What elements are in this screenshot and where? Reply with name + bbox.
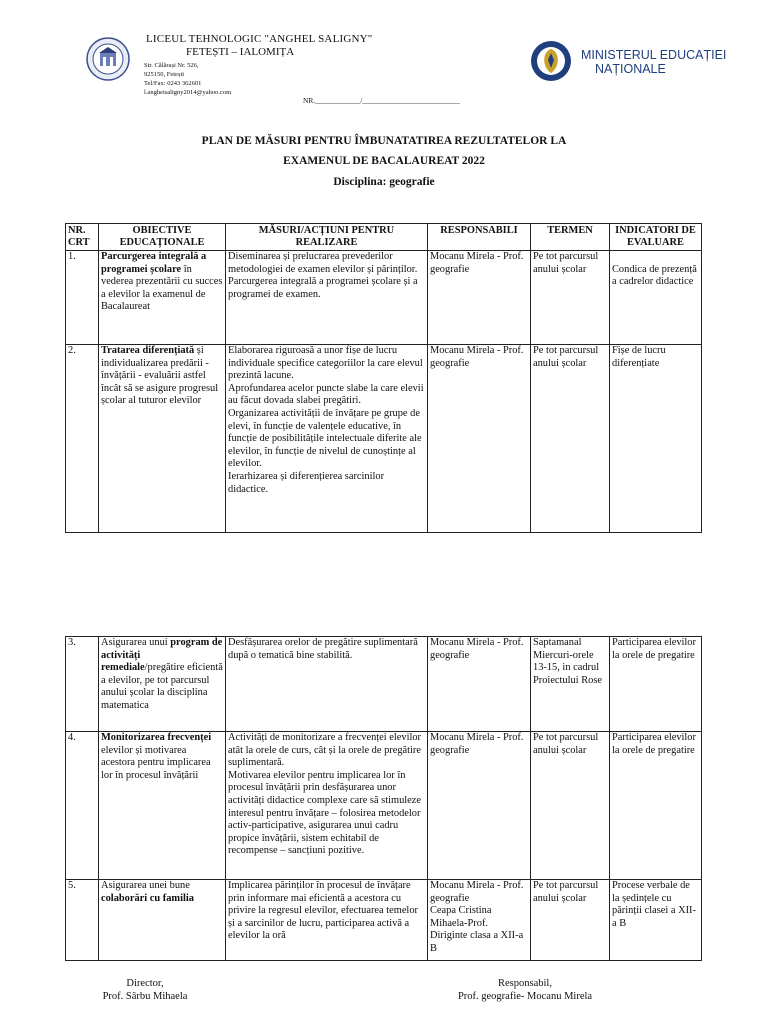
school-header bbox=[86, 33, 373, 113]
row-term: Pe tot parcursul anului școlar bbox=[531, 732, 610, 880]
row-responsible: Mocanu Mirela - Prof. geografie bbox=[428, 345, 531, 533]
table-header-row bbox=[66, 224, 702, 251]
objective-text: și individualizarea predării - învățării - evaluării astfel încât să se asigure progresul școlar al tuturor elevilor bbox=[101, 345, 219, 407]
row-term: Pe tot parcursul anului școlar bbox=[531, 345, 610, 533]
discipline-label: Disciplina: geografie bbox=[333, 176, 435, 188]
school-name: LICEUL TEHNOLOGIC "ANGHEL SALIGNY" bbox=[146, 33, 373, 45]
col-header-term: TERMEN bbox=[531, 224, 610, 251]
school-email[interactable]: l.angheisaligny2014@yahoo.com bbox=[144, 89, 232, 96]
row-responsible: Mocanu Mirela - Prof. geografie Ceapa Cristina Mihaela-Prof. Diriginte clasa a XII-a B bbox=[428, 880, 531, 961]
row-term: Pe tot parcursul anului școlar bbox=[531, 880, 610, 961]
row-objective bbox=[99, 345, 226, 533]
objective-text: elevilor și motivarea acestora pentru implicarea lor în procesul învățării bbox=[101, 744, 211, 781]
row-indicators: Procese verbale de la ședințele cu părinții clasei a XII-a B bbox=[610, 880, 702, 961]
school-phone: Tel/Fax: 0243 362601 bbox=[144, 80, 202, 87]
col-header-indicators: INDICATORI DE EVALUARE bbox=[610, 224, 702, 251]
col-header-measures: MĂSURI/ACȚIUNI PENTRU REALIZARE bbox=[226, 224, 428, 251]
table-row bbox=[66, 732, 702, 880]
responsible-name: Prof. geografie- Mocanu Mirela bbox=[457, 991, 593, 1002]
ministry-name bbox=[581, 48, 761, 76]
director-name: Prof. Sârbu Mihaela bbox=[102, 991, 188, 1002]
school-seal-icon bbox=[86, 37, 130, 81]
row-number: 3. bbox=[66, 637, 99, 732]
objective-prefix: Asigurarea unei bune bbox=[101, 880, 190, 891]
measures-table-page1 bbox=[65, 223, 702, 533]
objective-emphasis: colaborări cu familia bbox=[101, 892, 194, 904]
ministry-name-line2: NAȚIONALE bbox=[595, 62, 666, 76]
document-title: PLAN DE MĂSURI PENTRU ÎMBUNATATIREA REZULTATELOR LA bbox=[201, 135, 567, 147]
row-number: 5. bbox=[66, 880, 99, 961]
ministry-header bbox=[530, 38, 760, 88]
row-objective bbox=[99, 637, 226, 732]
director-role: Director, bbox=[126, 978, 164, 989]
row-measures: Elaborarea riguroasă a unor fișe de lucru individuale specifice categoriilor la care elevul prezintă lacune. Aprofundarea acelor puncte slabe la care elevii au făcut dovada slabei pregătiri. Organizarea activității de învățare pe grupe de elevi, în funcție de valențele educative, în funcție de posibilitățile intelectuale diferite ale elevilor, în funcție de nivelul de cunoștințe al elevilor. Ierarhizarea și diferențierea sarcinilor didactice. bbox=[226, 345, 428, 533]
row-measures: Implicarea părinților în procesul de învățare prin informare mai eficientă a acestora cu privire la regresul elevilor, efectuarea temelor și a sarcinilor de lucru, participarea activă a elevilor la oră bbox=[226, 880, 428, 961]
table-row bbox=[66, 880, 702, 961]
row-number: 2. bbox=[66, 345, 99, 533]
document-subtitle: EXAMENUL DE BACALAUREAT 2022 bbox=[283, 155, 485, 167]
school-city: FETEȘTI – IALOMIȚA bbox=[186, 46, 295, 58]
objective-emphasis: program de activități remediale bbox=[101, 637, 223, 674]
objective-prefix: Asigurarea unui bbox=[101, 637, 171, 648]
row-number: 1. bbox=[66, 251, 99, 345]
row-indicators: Participarea elevilor la orele de pregatire bbox=[610, 732, 702, 880]
row-term: Saptamanal Miercuri-orele 13-15, in cadrul Proiectului Rose bbox=[531, 637, 610, 732]
school-address: Str. Călărași Nr. 526, bbox=[144, 62, 199, 69]
row-objective bbox=[99, 251, 226, 345]
responsible-signature bbox=[440, 977, 610, 1003]
ministry-name-line1: MINISTERUL EDUCAȚIEI bbox=[581, 48, 727, 62]
col-header-objectives: OBIECTIVE EDUCAȚIONALE bbox=[99, 224, 226, 251]
table-row bbox=[66, 251, 702, 345]
registration-number: NR.____________/__________________________ bbox=[303, 96, 460, 105]
row-responsible: Mocanu Mirela - Prof. geografie bbox=[428, 637, 531, 732]
col-header-nr: NR. CRT bbox=[66, 224, 99, 251]
school-postal: 925150, Fetești bbox=[144, 71, 185, 78]
row-measures: Diseminarea și prelucrarea prevederilor metodologiei de examen elevilor și părinților. Parcurgerea integrală a programei școlare și a programei de examen. bbox=[226, 251, 428, 345]
row-responsible: Mocanu Mirela - Prof. geografie bbox=[428, 251, 531, 345]
row-term: Pe tot parcursul anului școlar bbox=[531, 251, 610, 345]
row-number: 4. bbox=[66, 732, 99, 880]
row-measures: Desfășurarea orelor de pregătire suplimentară după o tematică bine stabilită. bbox=[226, 637, 428, 732]
measures-table-page2 bbox=[65, 636, 702, 961]
school-contact bbox=[144, 61, 231, 97]
objective-emphasis: Parcurgerea integrală a programei școlare bbox=[101, 251, 207, 275]
row-indicators: Participarea elevilor la orele de pregatire bbox=[610, 637, 702, 732]
table-row bbox=[66, 637, 702, 732]
row-objective bbox=[99, 880, 226, 961]
objective-emphasis: Monitorizarea frecvenței bbox=[101, 732, 212, 743]
row-measures: Activități de monitorizare a frecvenței elevilor atât la orele de curs, cât și la orele de pregătire suplimentară. Motivarea elevilor pentru implicarea lor în procesul învățării prin desfășurarea unor activități didactice complexe care să stimuleze interesul pentru învățare – folosirea metodelor activ-participative, asigurarea unui cadru propice învățării, sistem echitabil de recompense – sancțiuni pozitive. bbox=[226, 732, 428, 880]
director-signature bbox=[90, 977, 200, 1003]
table-row bbox=[66, 345, 702, 533]
row-responsible: Mocanu Mirela - Prof. geografie bbox=[428, 732, 531, 880]
row-indicators: Fișe de lucru diferențiate bbox=[610, 345, 702, 533]
objective-text: în vederea prezentării cu succes a elevilor la examenul de Bacalaureat bbox=[101, 263, 223, 313]
objective-text: /pregătire eficientă a elevilor, pe tot parcursul anului școlar la disciplina matematica bbox=[101, 662, 223, 711]
objective-emphasis: Tratarea diferențiată bbox=[101, 345, 195, 356]
row-indicators: Condica de prezență a cadrelor didactice bbox=[610, 251, 702, 345]
row-objective bbox=[99, 732, 226, 880]
romania-coat-of-arms-icon bbox=[530, 38, 572, 84]
responsible-role: Responsabil, bbox=[498, 978, 552, 989]
col-header-responsible: RESPONSABILI bbox=[428, 224, 531, 251]
